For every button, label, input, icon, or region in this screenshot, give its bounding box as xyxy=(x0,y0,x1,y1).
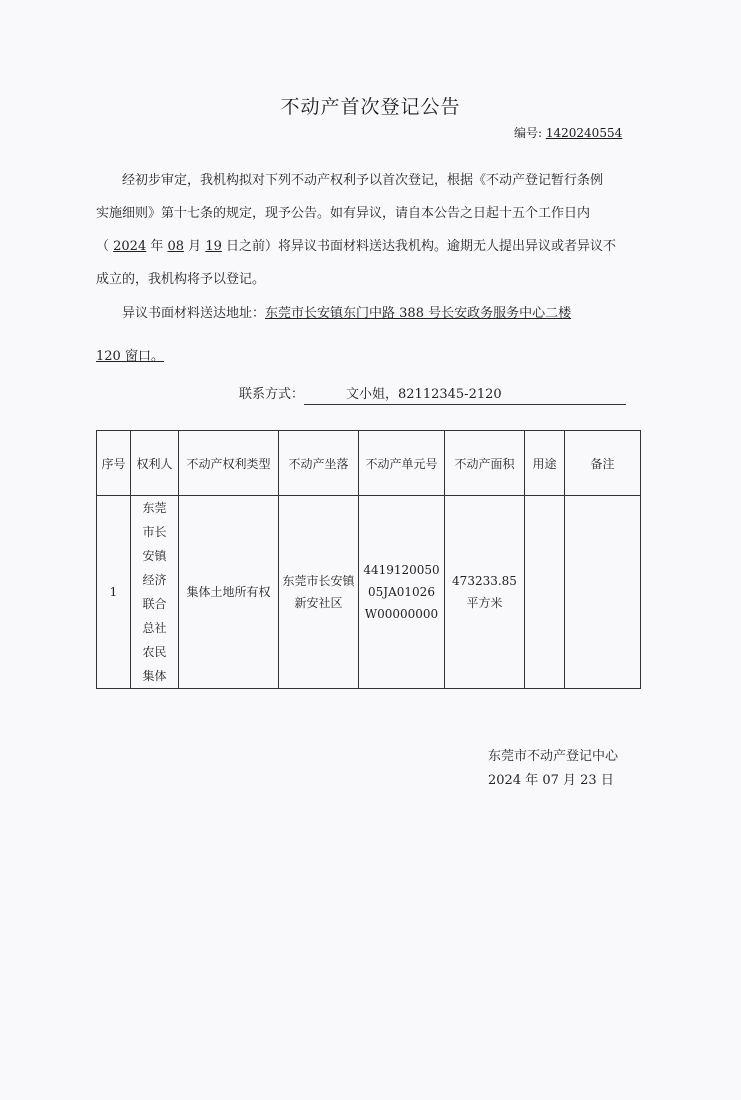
cell-remark xyxy=(565,496,641,689)
contact-value: 文小姐，82112345-2120 xyxy=(304,386,626,405)
contact-line xyxy=(239,383,626,405)
header-usage: 用途 xyxy=(525,431,565,496)
cell-index: 1 xyxy=(97,496,131,689)
table-header-row xyxy=(97,431,641,496)
header-unit-number: 不动产单元号 xyxy=(359,431,445,496)
table-row xyxy=(97,496,641,689)
header-area: 不动产面积 xyxy=(445,431,525,496)
signature-org: 东莞市不动产登记中心 xyxy=(488,749,619,764)
address-label: 异议书面材料送达地址： xyxy=(122,306,266,321)
cell-location: 东莞市长安镇新安社区 xyxy=(279,496,359,689)
serial-number xyxy=(514,124,634,141)
signature-block xyxy=(488,745,618,793)
notice-line-3-suffix: 日之前）将异议书面材料送达我机构。逾期无人提出异议或者异议不 xyxy=(221,239,616,254)
header-remark: 备注 xyxy=(565,431,641,496)
header-right-type: 不动产权利类型 xyxy=(179,431,279,496)
notice-line-1: 经初步审定，我机构拟对下列不动产权利予以首次登记，根据《不动产登记暂行条例 xyxy=(122,173,604,188)
deadline-month: 08 xyxy=(167,239,185,254)
deadline-day: 19 xyxy=(205,239,222,254)
cell-right-type: 集体土地所有权 xyxy=(179,496,279,689)
address-line-1 xyxy=(96,297,641,330)
notice-line-4: 成立的，我机构将予以登记。 xyxy=(96,272,266,287)
deadline-year: 2024 xyxy=(113,239,147,254)
notice-line-3-prefix: （ xyxy=(96,239,114,254)
cell-area: 473233.85 平方米 xyxy=(445,496,525,689)
address-value-2: 120 窗口。 xyxy=(96,349,164,364)
deadline-year-suffix: 年 xyxy=(146,239,168,254)
contact-label: 联系方式： xyxy=(239,387,305,402)
notice-paragraph xyxy=(96,164,641,296)
page-title: 不动产首次登记公告 xyxy=(280,96,461,118)
address-value-1: 东莞市长安镇东门中路 388 号长安政务服务中心二楼 xyxy=(265,306,572,321)
notice-line-3 xyxy=(96,230,641,263)
registration-table xyxy=(96,430,641,689)
notice-line-2: 实施细则》第十七条的规定，现予公告。如有异议，请自本公告之日起十五个工作日内 xyxy=(96,206,591,221)
header-index: 序号 xyxy=(97,431,131,496)
cell-owner: 东莞市长安镇经济联合总社农民集体 xyxy=(131,496,179,689)
deadline-month-suffix: 月 xyxy=(184,239,206,254)
cell-unit-number: 441912005005JA01026W00000000 xyxy=(359,496,445,689)
signature-date: 2024 年 07 月 23 日 xyxy=(488,773,614,788)
header-location: 不动产坐落 xyxy=(279,431,359,496)
address-block xyxy=(96,297,641,373)
cell-usage xyxy=(525,496,565,689)
serial-value: 1420240554 xyxy=(545,126,623,140)
header-owner: 权利人 xyxy=(131,431,179,496)
serial-label: 编号: xyxy=(514,126,543,140)
